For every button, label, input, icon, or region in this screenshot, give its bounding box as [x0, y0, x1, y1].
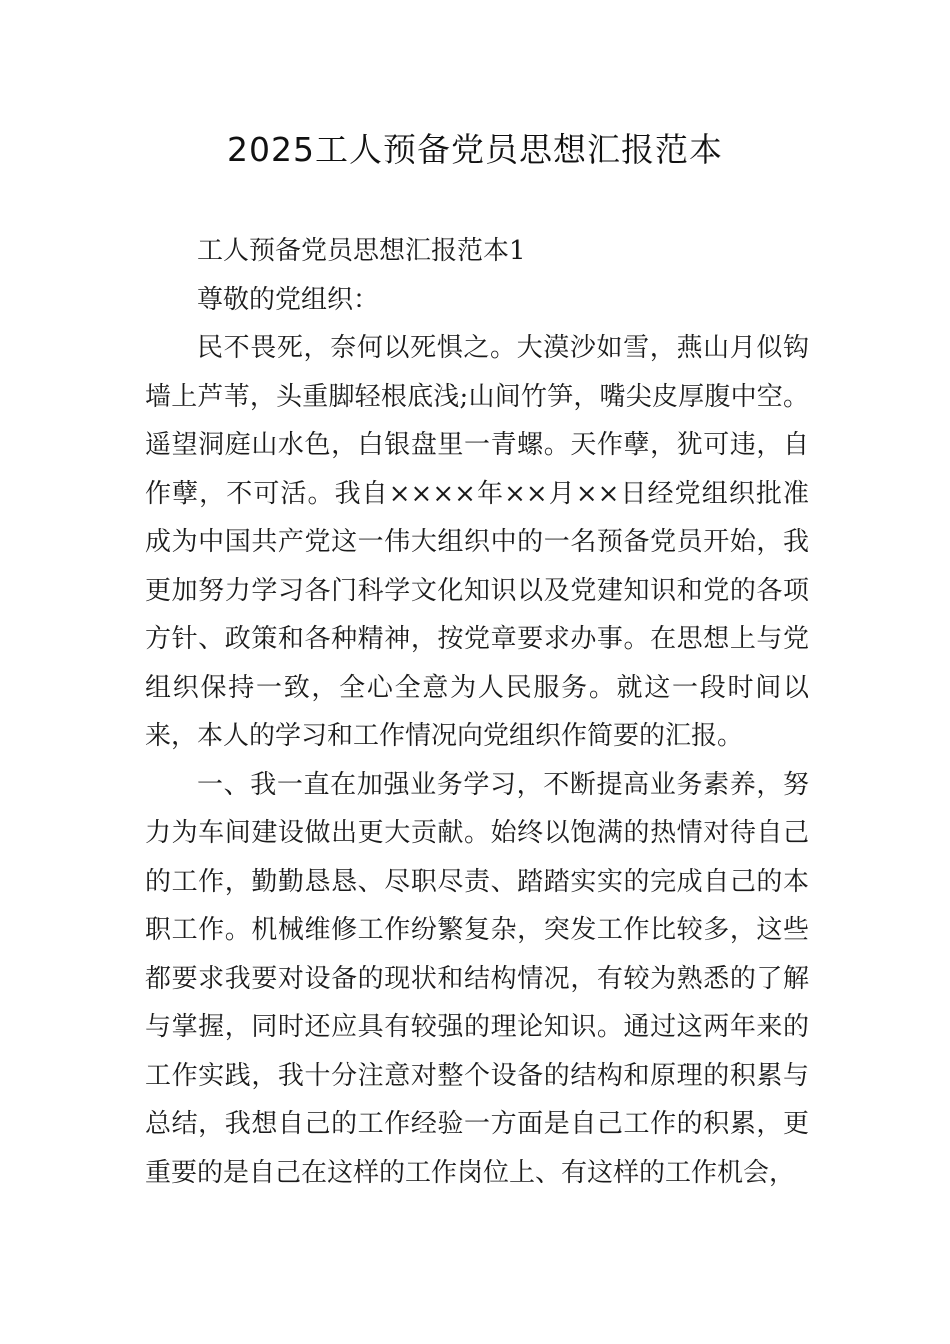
salutation: 尊敬的党组织： — [197, 284, 380, 315]
body-paragraph: 民不畏死，奈何以死惧之。大漠沙如雪，燕山月似钩墙上芦苇，头重脚轻根底浅;山间竹笋，嘴尖皮厚腹中空。遥望洞庭山水色，白银盘里一青螺。天作孽，犹可违，自作孽，不可活。我自××××年××月××日经党组织批准成为中国共产党这一伟大组织中的一名预备党员开始，我更加努力学习各门科学文化知识以及党建知识和党的各项方针、政策和各种精神，按党章要求办事。在思想上与党组织保持一致，全心全意为人民服务。就这一段时间以来，本人的学习和工作情况向党组织作简要的汇报。 — [145, 333, 809, 751]
document-body — [145, 227, 809, 1197]
document-title: 2025工人预备党员思想汇报范本 — [227, 130, 723, 169]
section-heading: 工人预备党员思想汇报范本1 — [197, 236, 526, 266]
body-paragraph: 一、我一直在加强业务学习，不断提高业务素养，努力为车间建设做出更大贡献。始终以饱满的热情对待自己的工作，勤勤恳恳、尽职尽责、踏踏实实的完成自己的本职工作。机械维修工作纷繁复杂，突发工作比较多，这些都要求我要对设备的现状和结构情况，有较为熟悉的了解与掌握，同时还应具有较强的理论知识。通过这两年来的工作实践，我十分注意对整个设备的结构和原理的积累与总结，我想自己的工作经验一方面是自己工作的积累，更重要的是自己在这样的工作岗位上、有这样的工作机会， — [145, 769, 809, 1188]
